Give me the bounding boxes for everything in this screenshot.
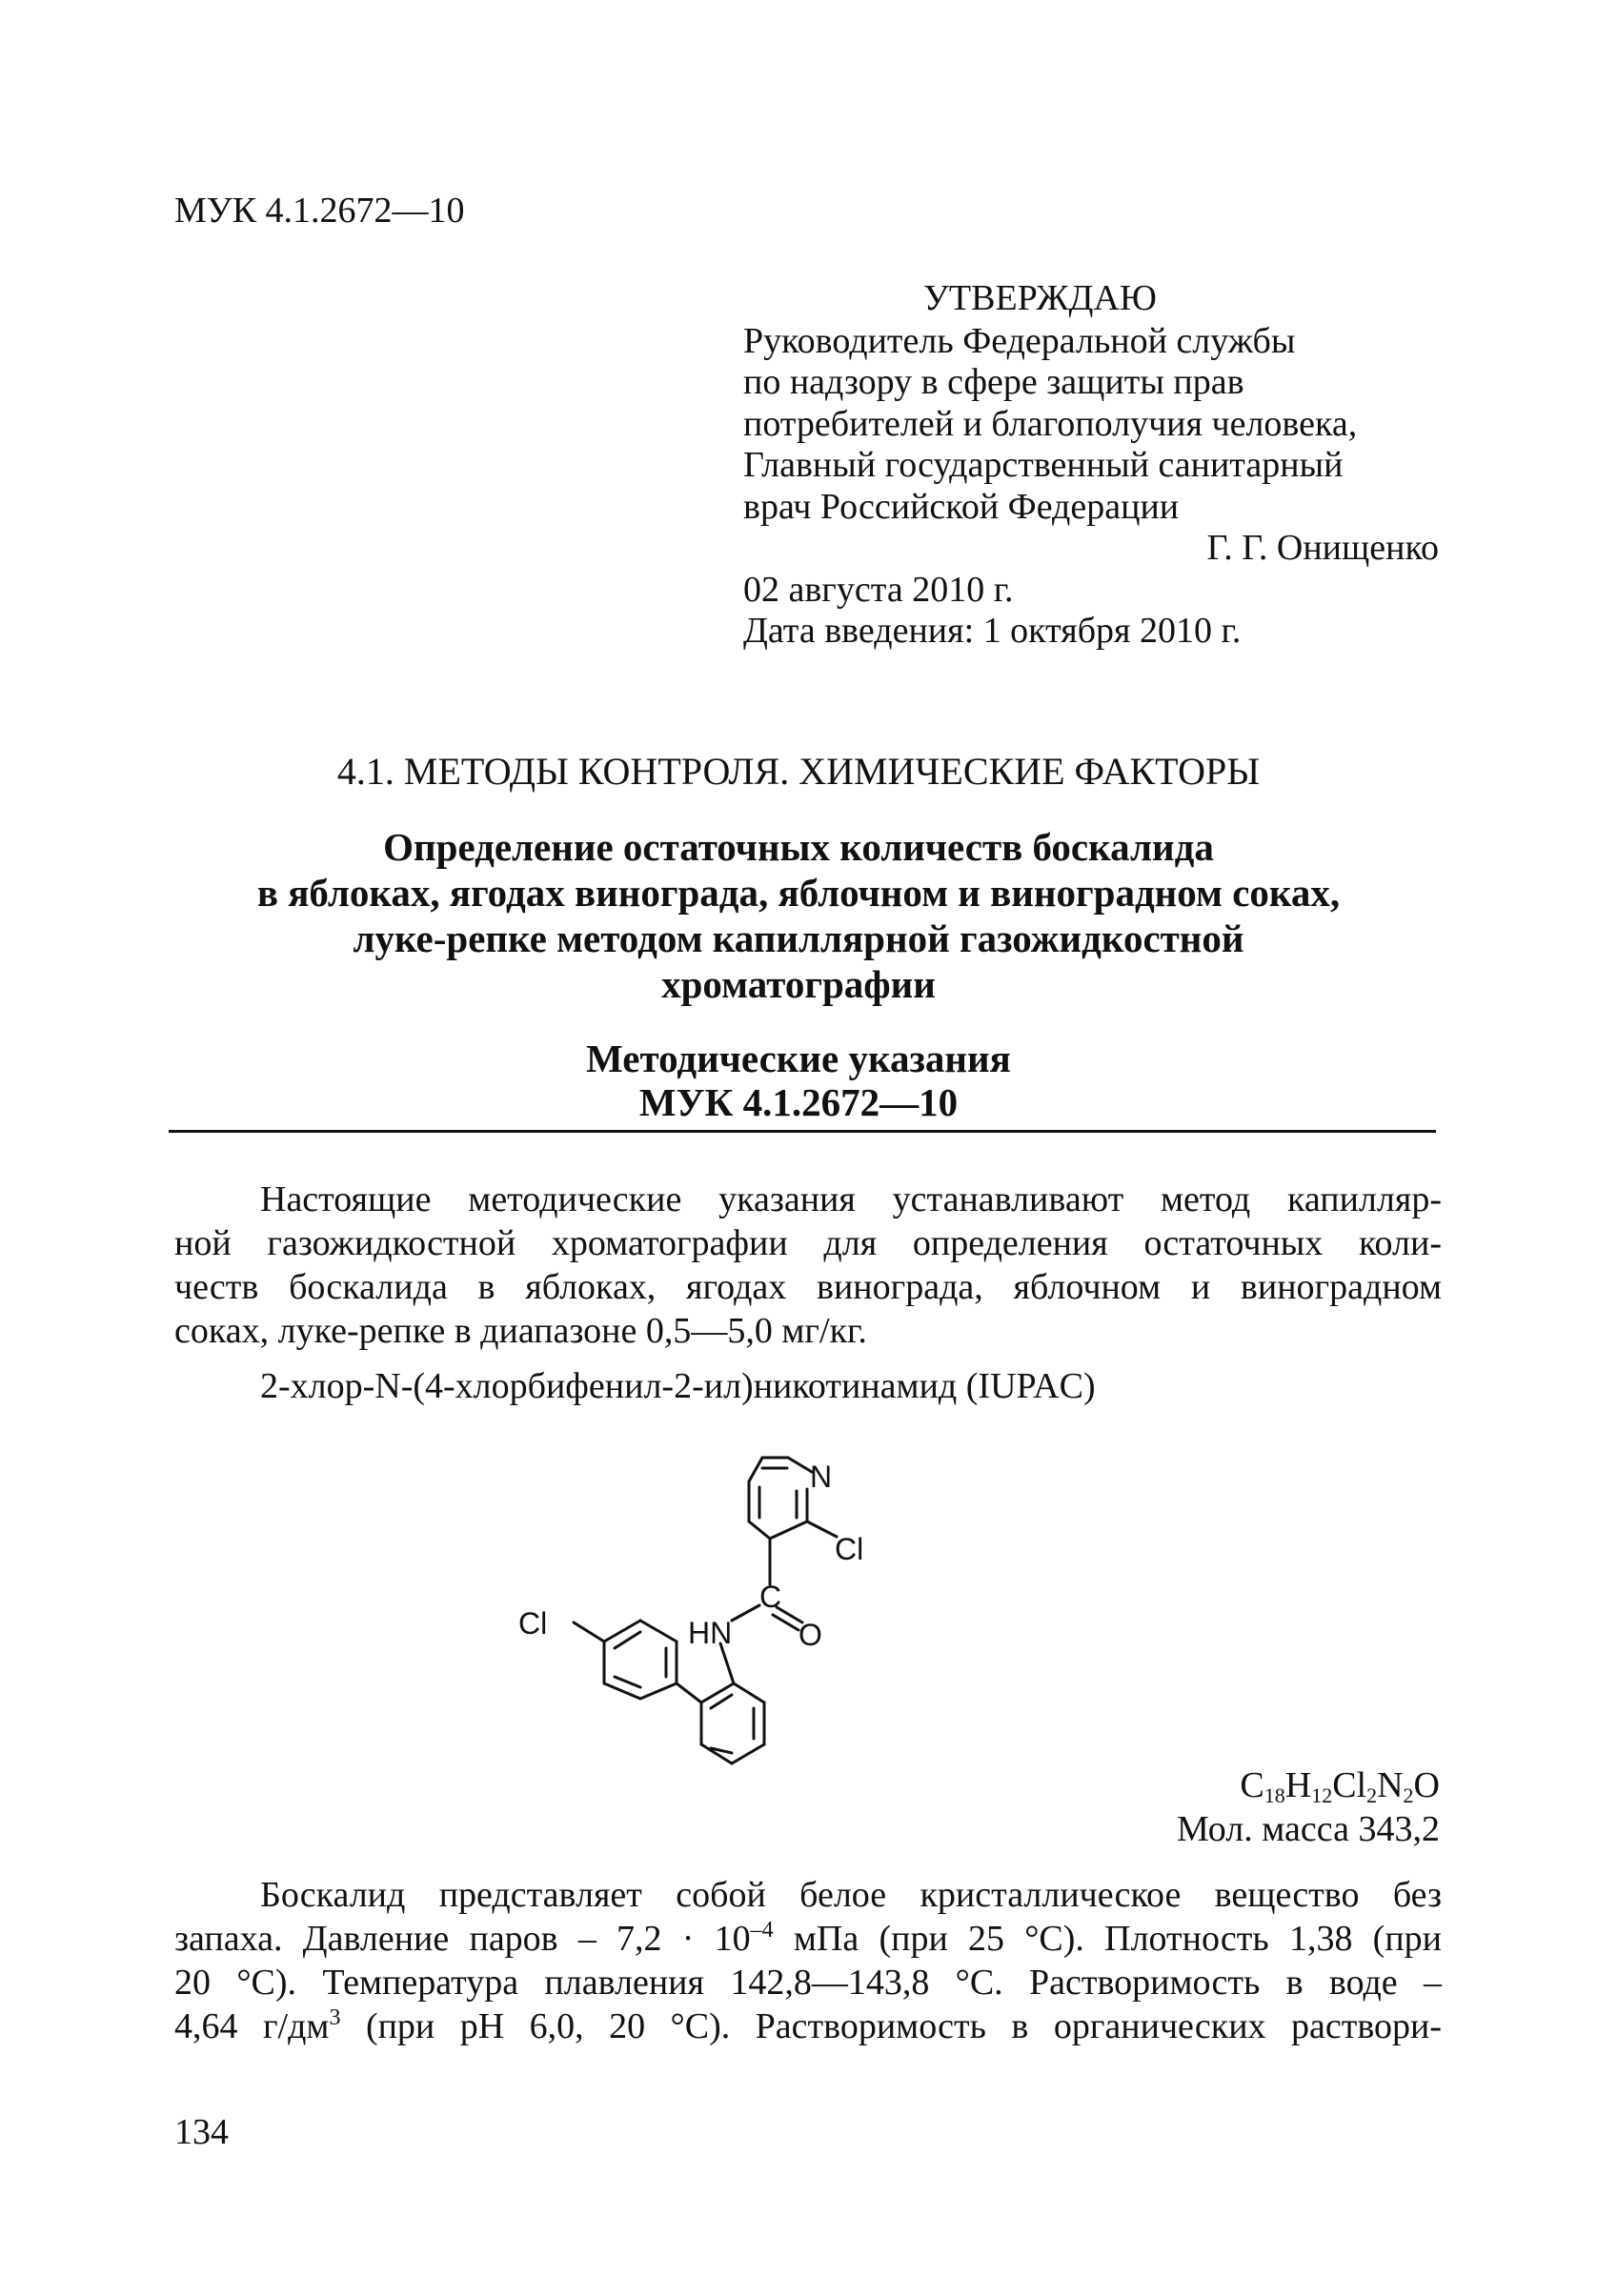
atom-hn-label: HN	[688, 1616, 733, 1650]
approval-line: врач Российской Федерации	[743, 486, 1180, 527]
body-line: запаха. Давление паров – $7,2 \cdot 10^{-4}$ мПа (при 25 °С). Плотность 1,38 (при	[174, 1918, 1442, 1959]
approval-signer: Г. Г. Онищенко	[1206, 528, 1439, 568]
body-line: 4,64 $г/дм^3$ (при рН 6,0, 20 °С). Растворимость в органических раствори-	[174, 2005, 1442, 2046]
subtitle-code: МУК 4.1.2672—10	[638, 1080, 959, 1124]
approval-date: 02 августа 2010 г.	[743, 569, 1014, 610]
title-line: хроматографии	[661, 962, 936, 1006]
properties-paragraph	[174, 1873, 1442, 2048]
chlorophenyl-ring	[604, 1621, 677, 1699]
bond-biphenyl	[677, 1683, 701, 1702]
intro-line: честв боскалида в яблоках, ягодах винограда, яблочном и виноградном	[174, 1267, 1442, 1307]
subtitle-kind: Методические указания	[586, 1037, 1011, 1080]
bond-aryl-cl	[574, 1622, 604, 1641]
approval-block	[743, 278, 1448, 653]
boscalid-structure-diagram	[476, 1434, 1010, 1805]
molar-mass: Мол. масса 343,2	[1176, 1809, 1440, 1849]
approval-line: потребителей и благополучия человека,	[743, 403, 1358, 444]
title-divider	[169, 1130, 1436, 1133]
document-subtitle	[95, 1037, 1502, 1124]
intro-line: Настоящие методические указания устанавливают метод капилляр-	[260, 1179, 1442, 1219]
molecular-formula: $C_{18}H_{12}Cl_2N_2O$	[1240, 1765, 1440, 1807]
atom-n-label: N	[810, 1460, 833, 1494]
approval-line: по надзору в сфере защиты прав	[743, 362, 1244, 402]
pyridine-ring	[749, 1458, 812, 1539]
bond-c-cl	[807, 1521, 837, 1537]
document-code: МУК 4.1.2672—10	[174, 191, 465, 231]
phenyl-ring	[701, 1683, 764, 1763]
page-number: 134	[174, 2112, 229, 2152]
document-title	[95, 824, 1502, 1007]
approval-line: Главный государственный санитарный	[743, 445, 1344, 485]
atom-c-label: C	[759, 1580, 782, 1614]
introduction-date: Дата введения: 1 октября 2010 г.	[743, 611, 1242, 651]
bond-c-n	[732, 1605, 759, 1621]
iupac-name: 2-хлор-N-(4-хлорбифенил-2-ил)никотинамид (IUPAC)	[260, 1366, 1096, 1406]
section-heading: 4.1. МЕТОДЫ КОНТРОЛЯ. ХИМИЧЕСКИЕ ФАКТОРЫ	[336, 750, 1261, 793]
title-line: Определение остаточных количеств боскалида	[383, 825, 1214, 869]
intro-line: ной газожидкостной хроматографии для определения остаточных коли-	[174, 1223, 1442, 1263]
atom-cl-label: Cl	[518, 1606, 548, 1641]
intro-line: соках, луке-репке в диапазоне 0,5—5,0 мг/кг.	[174, 1311, 867, 1351]
body-line: 20 °С). Температура плавления 142,8—143,8 °С. Растворимость в воде –	[174, 1963, 1442, 2003]
title-line: в яблоках, ягодах винограда, яблочном и виноградном соках,	[256, 871, 1341, 915]
title-line: луке-репке методом капиллярной газожидкостной	[353, 916, 1244, 960]
atom-cl-label: Cl	[835, 1532, 864, 1566]
body-line: Боскалид представляет собой белое кристаллическое вещество без	[260, 1875, 1442, 1915]
atom-o-label: O	[798, 1618, 822, 1652]
intro-paragraph	[174, 1178, 1442, 1353]
approval-line: Руководитель Федеральной службы	[743, 320, 1296, 361]
approval-heading: УТВЕРЖДАЮ	[923, 278, 1157, 318]
